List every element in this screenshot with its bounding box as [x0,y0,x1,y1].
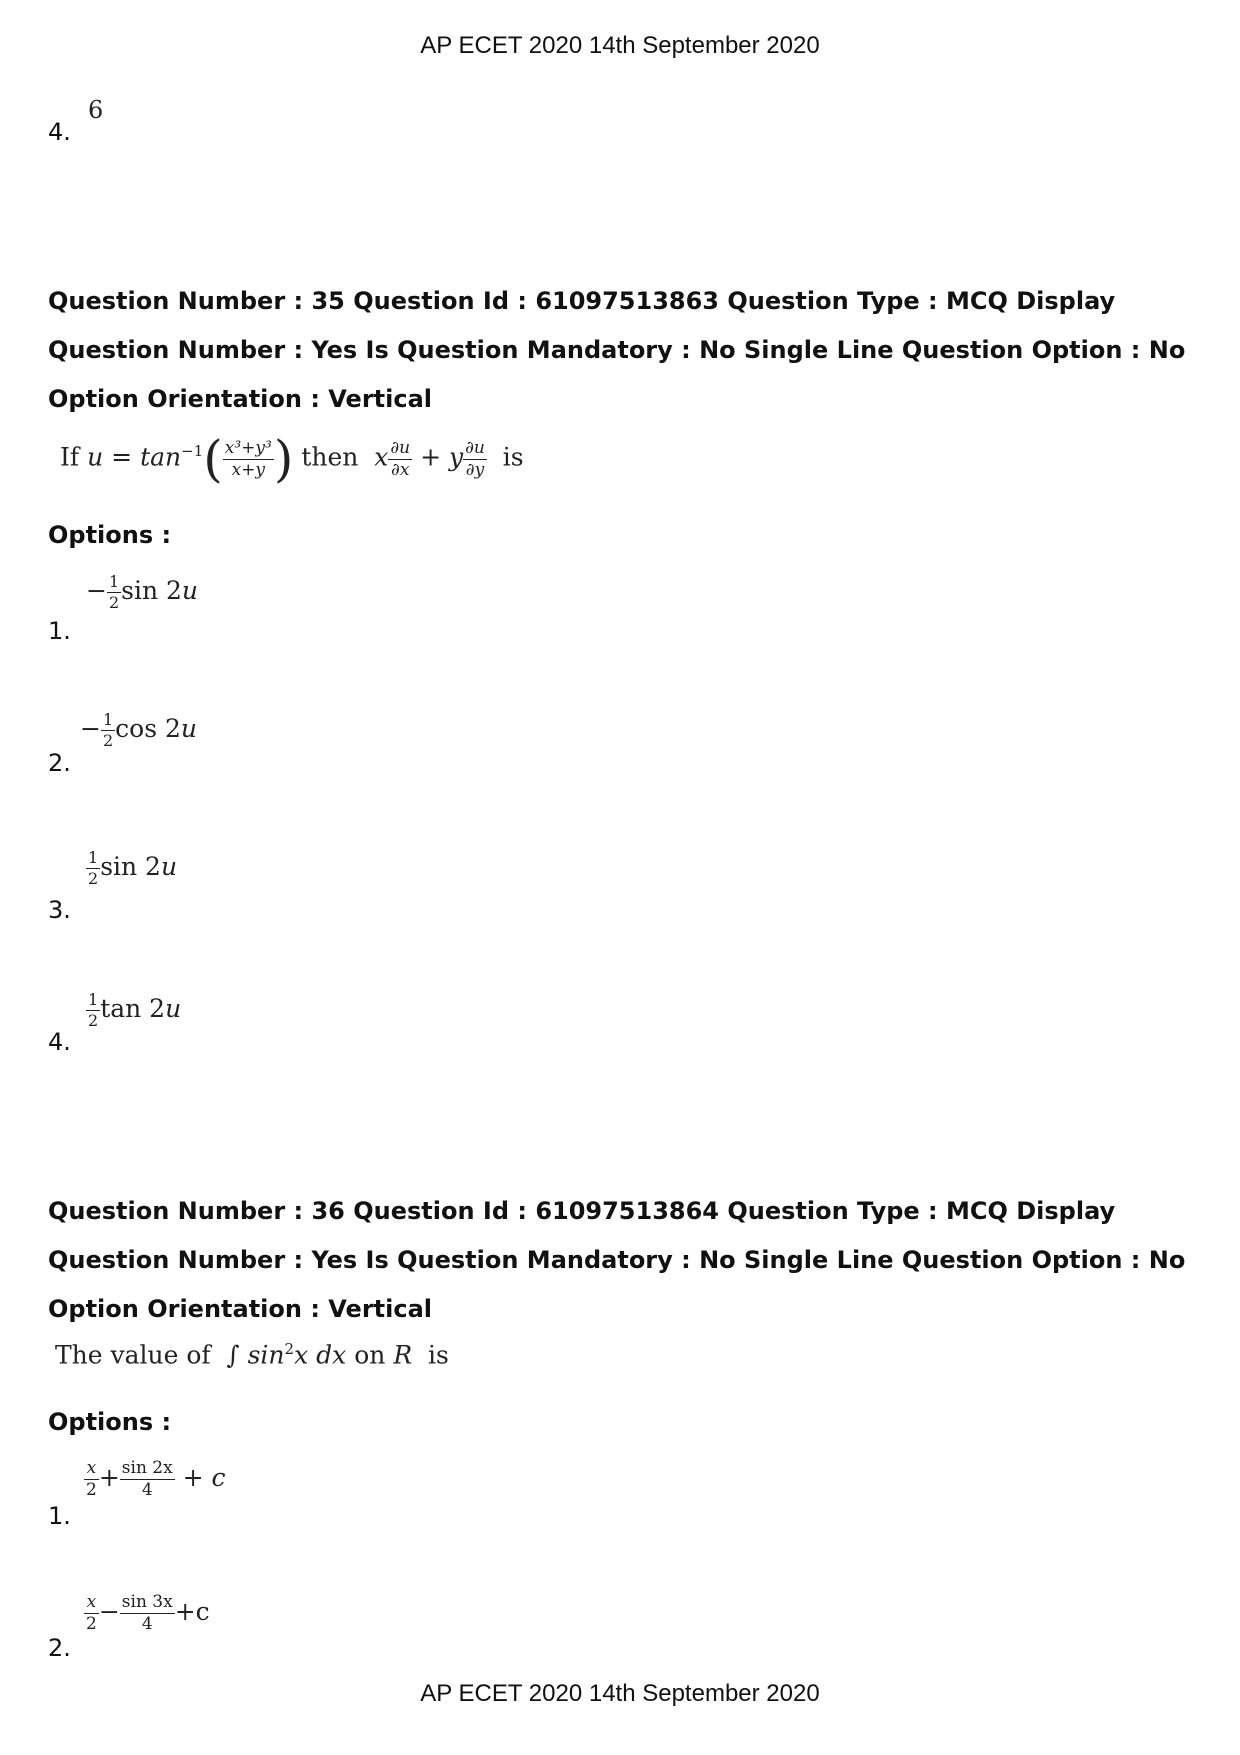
q35-fraction-denominator: x+y [231,459,266,480]
q35-option-4 [86,992,181,1029]
q35-option-1 [86,574,198,611]
q35-is: is [502,442,524,472]
question-36-meta: Question Number : 36 Question Id : 61097513864 Question Type : MCQ Display Question Number : Yes Is Question Mandatory : No Single Line Question Option : No Option Orientation : Vertical [48,1197,1186,1323]
q35-y: y [448,442,464,472]
q35-eq: = [111,442,133,472]
fraction-numerator: 1 [88,990,99,1009]
q35-tan: tan [140,442,182,472]
fraction-numerator: 1 [102,710,114,729]
page-footer: AP ECET 2020 14th September 2020 [420,1680,820,1707]
fraction-denominator: 2 [88,869,99,888]
q35-partial-y: ∂y [465,459,485,480]
q36-option-2-number: 2. [48,1634,71,1662]
q36-on: on [354,1340,386,1370]
q35-partial-x: ∂x [391,459,410,480]
option-sign: − [80,714,101,743]
page-header: AP ECET 2020 14th September 2020 [420,32,820,59]
fraction-denominator: 4 [141,1614,153,1634]
q35-if: If [60,442,80,472]
q35-option-2-number: 2. [48,749,71,777]
fraction-denominator: 2 [86,1614,97,1634]
option-variable: u [180,714,197,743]
q35-then: then [301,442,359,472]
q36-is: is [428,1340,449,1370]
q35-option-1-number: 1. [48,617,71,645]
fraction-numerator: x [84,1460,99,1480]
option-number: 4. [48,118,71,146]
option-expression: tan 2 [100,994,166,1023]
q36-R: R [393,1340,413,1370]
q36-option-1-number: 1. [48,1502,71,1530]
option-variable: u [160,852,178,881]
q35-plus: + [420,442,442,472]
fraction-denominator: 2 [102,731,114,750]
q35-inverse: −1 [181,442,204,461]
q36-x: x [294,1340,309,1370]
option-expression: sin 2 [100,852,161,881]
fraction-numerator: 1 [108,572,120,591]
q36-sin: sin [247,1340,285,1370]
option-sign: − [86,576,107,605]
option-operator: + [98,1463,120,1492]
q35-option-4-number: 4. [48,1028,71,1056]
option-expression: cos 2 [115,714,181,743]
q35-options-label: Options : [48,521,172,549]
q35-partial-u-2: ∂u [465,437,485,458]
q36-options-label: Options : [48,1408,172,1436]
integral-symbol: ∫ [226,1340,240,1370]
option-operator: − [98,1597,120,1626]
q35-option-3 [86,850,177,887]
q35-option-2 [80,712,197,749]
q36-option-2 [84,1594,210,1633]
option-variable: u [181,576,199,605]
q35-option-3-number: 3. [48,896,71,924]
option-constant: +c [174,1597,210,1626]
option-expression: sin 2 [121,576,182,605]
fraction-numerator: sin 2x [121,1458,173,1478]
q35-u: u [87,442,104,472]
question-35-meta: Question Number : 35 Question Id : 61097513863 Question Type : MCQ Display Question Number : Yes Is Question Mandatory : No Single Line Question Option : No Option Orientation : Vertical [48,287,1186,413]
fraction-denominator: 4 [141,1480,153,1500]
q35-partial-u-1: ∂u [390,437,411,458]
fraction-numerator: x [84,1594,99,1614]
fraction-denominator: 2 [86,1480,97,1500]
q35-fraction-numerator: x³+y³ [224,437,272,458]
q36-square: 2 [284,1340,295,1358]
question-36-text [55,1340,449,1369]
option-constant: + c [182,1463,226,1492]
q35-x: x [374,442,389,472]
option-variable: u [165,994,182,1023]
fraction-numerator: 1 [88,848,99,867]
q36-option-1 [84,1460,226,1499]
fraction-denominator: 2 [88,1011,99,1030]
question-35-text: If $u = \tan^{-1}$( $\frac{\text{x³+y³}}{x+y}$ ) then x $\frac{\partial u}{\partial x}$ + y $\frac{\partial u}{\partial y}$ is [60,430,524,488]
q36-prefix: The value of [55,1340,211,1370]
q36-dx: dx [316,1340,347,1370]
option-value: 6 [88,96,104,124]
fraction-numerator: sin 3x [121,1592,173,1612]
fraction-denominator: 2 [108,593,120,612]
